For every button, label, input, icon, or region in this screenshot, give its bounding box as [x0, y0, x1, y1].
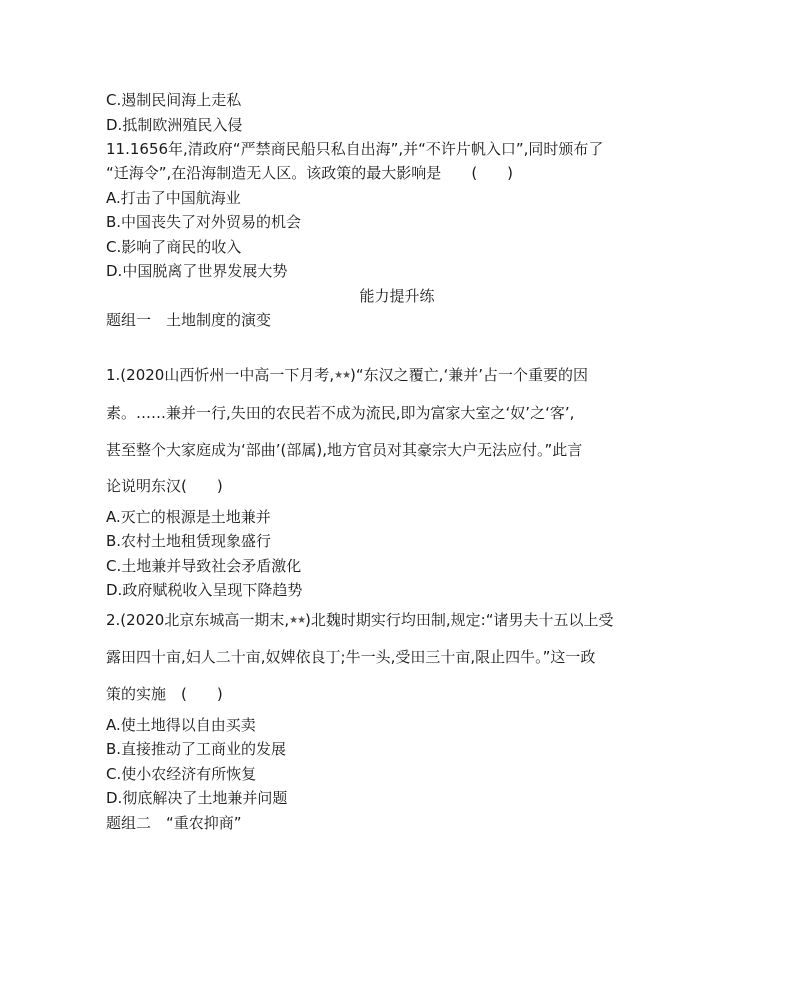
- q1-option-a: A.灭亡的根源是土地兼并: [106, 508, 271, 526]
- section-title: 能力提升练: [359, 287, 435, 305]
- q2-option-b: B.直接推动了工商业的发展: [106, 740, 287, 758]
- q1-line4: 论说明东汉( ): [106, 477, 223, 495]
- q11-stem-line2: “迁海令”,在沿海制造无人区。该政策的最大影响是 ( ): [106, 164, 514, 182]
- q1-line3: 甚至整个大家庭成为‘部曲’(部属),地方官员对其豪宗大户无法应付。”此言: [106, 441, 583, 459]
- q1-option-d: D.政府赋税收入呈现下降趋势: [106, 581, 303, 599]
- q2-source: 2.(2020北京东城高一期末,: [106, 611, 290, 629]
- q11-option-a: A.打击了中国航海业: [106, 189, 241, 207]
- q2-line1: [106, 610, 614, 632]
- group1-heading: 题组一 土地制度的演变: [106, 311, 272, 329]
- q2-option-d: D.彻底解决了土地兼并问题: [106, 789, 288, 807]
- q11-stem-line1: 11.1656年,清政府“严禁商民船只私自出海”,并“不许片帆入口”,同时颁布了: [106, 140, 604, 158]
- q2-stem-start: )北魏时期实行均田制,规定:“诸男夫十五以上受: [305, 611, 614, 629]
- q11-option-c: C.影响了商民的收入: [106, 238, 242, 256]
- q2-line3: 策的实施 ( ): [106, 685, 223, 703]
- difficulty-stars-icon: ★★: [289, 615, 306, 626]
- q11-option-b: B.中国丧失了对外贸易的机会: [106, 213, 302, 231]
- q1-option-b: B.农村土地租赁现象盛行: [106, 532, 272, 550]
- q11-option-d: D.中国脱离了世界发展大势: [106, 262, 288, 280]
- q2-option-c: C.使小农经济有所恢复: [106, 765, 257, 783]
- group2-heading: 题组二 “重农抑商”: [106, 814, 242, 832]
- q1-line1: [106, 365, 588, 387]
- q10-option-d: D.抵制欧洲殖民入侵: [106, 116, 243, 134]
- q1-line2: 素。……兼并一行,失田的农民若不成为流民,即为富家大室之‘奴’之‘客’,: [106, 404, 575, 422]
- difficulty-stars-icon: ★★: [334, 370, 351, 381]
- q2-option-a: A.使土地得以自由买卖: [106, 716, 256, 734]
- q2-line2: 露田四十亩,妇人二十亩,奴婢依良丁;牛一头,受田三十亩,限止四牛。”这一政: [106, 648, 596, 666]
- q1-stem-start: )“东汉之覆亡,‘兼并’占一个重要的因: [350, 366, 588, 384]
- q10-option-c: C.遏制民间海上走私: [106, 91, 242, 109]
- q1-option-c: C.土地兼并导致社会矛盾激化: [106, 557, 302, 575]
- q1-source: 1.(2020山西忻州一中高一下月考,: [106, 366, 335, 384]
